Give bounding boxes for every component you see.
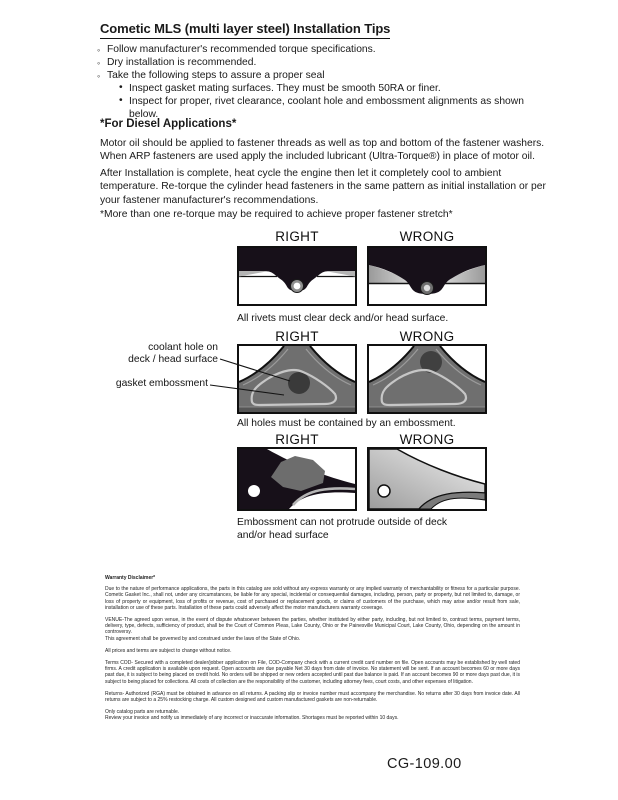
returns-paragraph: Returns- Authorized (RGA) must be obtained in advance on all returns. A packing slip or invoice number must accompany the merchandise. No returns after 30 days from invoice date. All returns are subject to a 25% restocking charge. All custom designed and custom manufactured gaskets are non-returnable. [105, 690, 520, 704]
rivet-clear-right-illustration [239, 248, 355, 304]
coolant-hole-label [118, 342, 218, 365]
intro-bullet: ◦ Follow manufacturer's recommended torque specifications. [97, 44, 537, 57]
diesel-section-heading: *For Diesel Applications* [100, 118, 237, 130]
diesel-note: *More than one re-torque may be required to achieve proper fastener stretch* [100, 209, 453, 220]
fine-print-section [105, 575, 520, 728]
row3-wrong-diagram [367, 447, 487, 511]
row3-caption [237, 516, 497, 542]
row1-wrong-diagram [367, 246, 487, 306]
row1-wrong-label: WRONG [399, 229, 455, 244]
diesel-paragraph-1: Motor oil should be applied to fastener threads as well as top and bottom of the fastener washers. When ARP fasteners are used apply the included lubricant (Ultra-Torque®) in place of motor oil. [100, 138, 545, 163]
coolant-hole-label-line2: deck / head surface [128, 353, 218, 365]
diesel-paragraph-2: After Installation is complete, heat cycle the engine then let it completely cool to ambient temperature. Re-torque the cylinder head fasteners in the same pattern as initial installation or per your fastener manufacturer's recommendations. [100, 168, 546, 206]
row2-right-diagram [237, 344, 357, 414]
row3-right-diagram [237, 447, 357, 511]
intro-bullet: ◦ Dry installation is recommended. [97, 57, 537, 70]
coolant-hole-label-line1: coolant hole on [148, 342, 218, 353]
row2-wrong-diagram [367, 344, 487, 414]
prices-paragraph: All prices and terms are subject to change without notice. [105, 647, 232, 654]
agreement-paragraph: This agreement shall be governed by and construed under the laws of the State of Ohio. [105, 635, 301, 642]
venue-paragraph: VENUE-The agreed upon venue, in the event of dispute whatsoever between the parties, whether instituted by either party, including, but not limited to, contract terms, payment terms, delivery, type, defects, sufficiency of product, shall be the Court of Common Pleas, Lake County, Ohio or the Painesville Municipal Court, Lake County, Ohio, depending on the amount in controversy. [105, 617, 520, 636]
page-code: CG-109.00 [387, 756, 462, 772]
bolt-hole [248, 485, 260, 497]
row3-wrong-label: WRONG [399, 432, 455, 447]
row1-right-label: RIGHT [275, 229, 319, 244]
row2-wrong-label: WRONG [399, 329, 455, 344]
row2-caption: All holes must be contained by an embossment. [237, 418, 456, 429]
gasket-embossment-label: gasket embossment [115, 378, 208, 389]
intro-sub-bullet: • Inspect for proper, rivet clearance, coolant hole and embossment alignments as shown below. [119, 96, 537, 122]
row1-caption: All rivets must clear deck and/or head surface. [237, 313, 449, 324]
intro-sub-bullet: • Inspect gasket mating surfaces. They must be smooth 50RA or finer. [119, 83, 537, 96]
row1-right-diagram [237, 246, 357, 306]
bolt-hole [378, 485, 390, 497]
review-paragraph: Review your invoice and notify us immediately of any incorrect or inaccurate information. Shortages must be reported within 10 days. [105, 715, 399, 722]
protrusion-wrong-illustration [369, 449, 485, 509]
warranty-paragraph: Due to the nature of performance applications, the parts in this catalog are sold without any express warranty or any implied warranty of merchantability or fitness for a particular purpose. Cometic Gasket Inc., shall not, under any circumstances, be liable for any special, incidental or consequential damages, including, person, party or property, but not limited to, damage, or loss of property or equipment, loss of profits or revenue, cost of purchased or replacement goods, or claims of customers of the purchase, which may arise and/or result from sale, installation or use of these parts. Installation of these parts could adversely affect the motor manufacturers warranty coverage. [105, 586, 520, 611]
coolant-hole [288, 372, 310, 394]
row3-right-label: RIGHT [275, 432, 319, 447]
embossment-wrong-illustration [369, 346, 485, 412]
page-title: Cometic MLS (multi layer steel) Installation Tips [100, 21, 390, 39]
rivet-clear-wrong-illustration [369, 248, 485, 304]
embossment-right-illustration [239, 346, 355, 412]
catalog-paragraph: Only catalog parts are returnable. [105, 709, 180, 716]
row3-caption-line2: and/or head surface [237, 530, 329, 541]
protrusion-right-illustration [239, 449, 355, 509]
warranty-disclaimer-heading: Warranty Disclaimer* [105, 575, 156, 581]
intro-bullet: ◦ Take the following steps to assure a proper seal [97, 70, 537, 83]
terms-paragraph: Terms COD- Secured with a completed dealer/jobber application on File, COD-Company check with a current credit card number on file. Open accounts may be established by well rated firms. A credit application is available upon request. Open accounts are due payable Net 30 days from date of invoice. No statement will be sent. If an account becomes 60 or more days past due, it is subject to being placed on credit hold. No orders will be shipped or new orders accepted until past due balance is paid. If an account becomes 90 or more days past due, it is subject to being placed for collections. All costs of collection are the responsibility of the customer, including attorney fees, court costs, and other expenses of litigation. [105, 660, 520, 685]
intro-bullet-list [97, 44, 537, 121]
row3-caption-line1: Embossment can not protrude outside of deck [237, 517, 448, 528]
row2-right-label: RIGHT [275, 329, 319, 344]
